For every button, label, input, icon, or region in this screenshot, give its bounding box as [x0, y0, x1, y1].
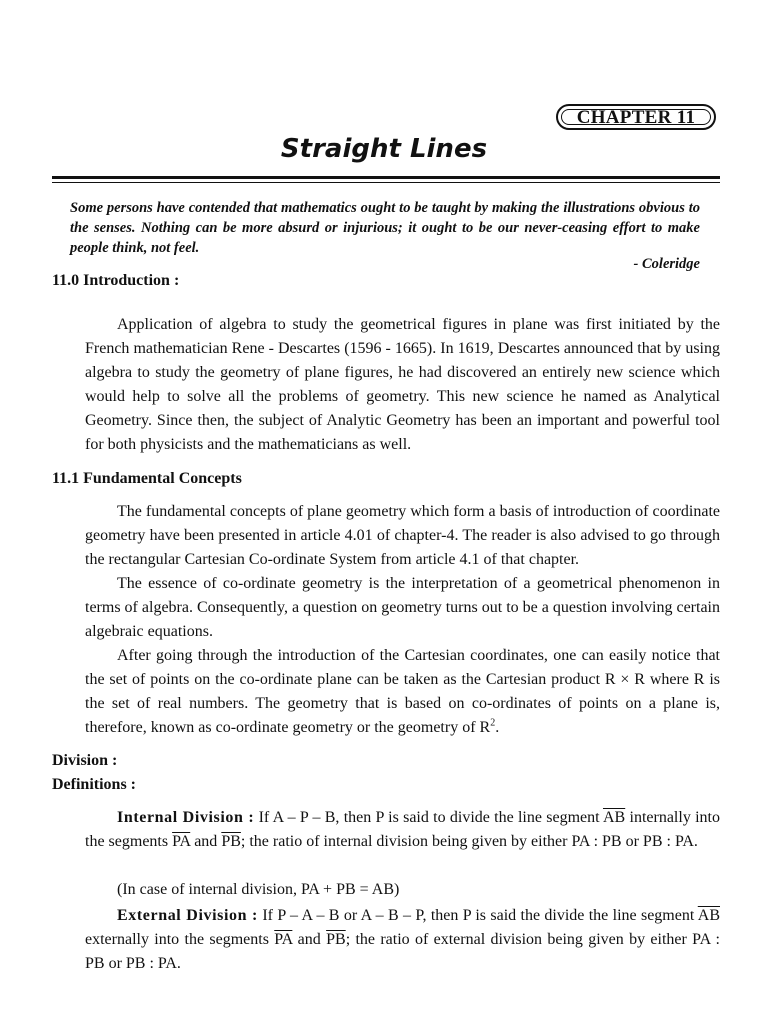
- external-text-3: and: [292, 931, 327, 948]
- internal-division-paragraph: [85, 806, 720, 854]
- concepts-paragraph-2-text: The essence of co-ordinate geometry is the interpretation of a geometrical phenomenon in terms of algebra. Consequently, a question on geometry turns out to be a question involving certain algebraic equations.: [85, 575, 720, 640]
- segment-pa-internal: $\overline{PA}$: [172, 833, 191, 850]
- segment-ab-external: $\overline{AB}$: [697, 907, 720, 924]
- intro-paragraph: [85, 313, 720, 457]
- internal-division-term: Internal Division :: [117, 809, 255, 826]
- segment-ab-internal: $\overline{AB}$: [602, 809, 626, 826]
- segment-pa-external: $\overline{PA}$: [274, 931, 293, 948]
- internal-text-3: and: [190, 833, 222, 850]
- internal-division-note: [85, 878, 720, 902]
- external-division-term: External Division :: [117, 907, 258, 924]
- epigraph-quote: Some persons have contended that mathematics ought to be taught by making the illustrations obvious to the senses. Nothing can be more absurd or injurious; it ought to be our never-ceasing effort to make people think, not feel.: [70, 200, 700, 256]
- concepts-paragraph-3-end: .: [495, 719, 500, 736]
- intro-paragraph-text: Application of algebra to study the geometrical figures in plane was first initiated by the French mathematician Rene - Descartes (1596 - 1665). In 1619, Descartes announced that by using algebra to study the geometry of plane figures, he had discovered an entirely new science which would help to solve all the problems of geometry. This new science he named as Analytical Geometry. Since then, the subject of Analytic Geometry has been an important and powerful tool for both physicists and the mathematicians as well.: [85, 316, 720, 453]
- concepts-paragraph-3-text: After going through the introduction of the Cartesian coordinates, one can easily notice that the set of points on the co-ordinate plane can be taken as the Cartesian product R × R where R is the set of real numbers. The geometry that is based on co-ordinates of points on a plane is, therefore, known as co-ordinate geometry or the geometry of R: [85, 647, 720, 736]
- external-text-1: If P – A – B or A – B – P, then P is said the divide the line segment: [257, 907, 698, 924]
- section-heading-introduction: 11.0 Introduction :: [52, 272, 180, 289]
- heading-definitions: Definitions :: [52, 776, 136, 793]
- epigraph-author: - Coleridge: [633, 256, 700, 272]
- chapter-label: CHAPTER 11: [576, 107, 696, 128]
- concepts-paragraph-1-text: The fundamental concepts of plane geometry which form a basis of introduction of coordinate geometry have been presented in article 4.01 of chapter-4. The reader is also advised to go through the rectangular Cartesian Co-ordinate System from article 4.1 of that chapter.: [85, 503, 720, 568]
- title-rule-thick: [52, 176, 720, 179]
- segment-pb-internal: $\overline{PB}$: [221, 833, 241, 850]
- external-text-4: ; the ratio of external division being given by either PA : PB or PB : PA.: [85, 931, 721, 972]
- concepts-paragraph-1: [85, 500, 720, 572]
- segment-pb-external: $\overline{PB}$: [326, 931, 346, 948]
- internal-text-2: internally into the segments: [85, 809, 720, 850]
- page-title: Straight Lines: [280, 134, 488, 164]
- concepts-paragraph-3: [85, 644, 720, 740]
- internal-text-4: ; the ratio of internal division being given by either PA : PB or PB : PA.: [240, 833, 698, 850]
- external-division-paragraph: [85, 904, 720, 976]
- chapter-badge: [556, 104, 716, 130]
- internal-division-note-text: (In case of internal division, PA + PB = AB): [117, 881, 400, 898]
- external-text-2: externally into the segments: [85, 931, 275, 948]
- section-heading-fundamental-concepts: 11.1 Fundamental Concepts: [52, 470, 242, 487]
- internal-text-1: If A – P – B, then P is said to divide the line segment: [254, 809, 603, 826]
- heading-division: Division :: [52, 752, 118, 769]
- superscript-two: 2: [490, 717, 496, 729]
- title-rule-thin: [52, 182, 720, 183]
- concepts-paragraph-2: [85, 572, 720, 644]
